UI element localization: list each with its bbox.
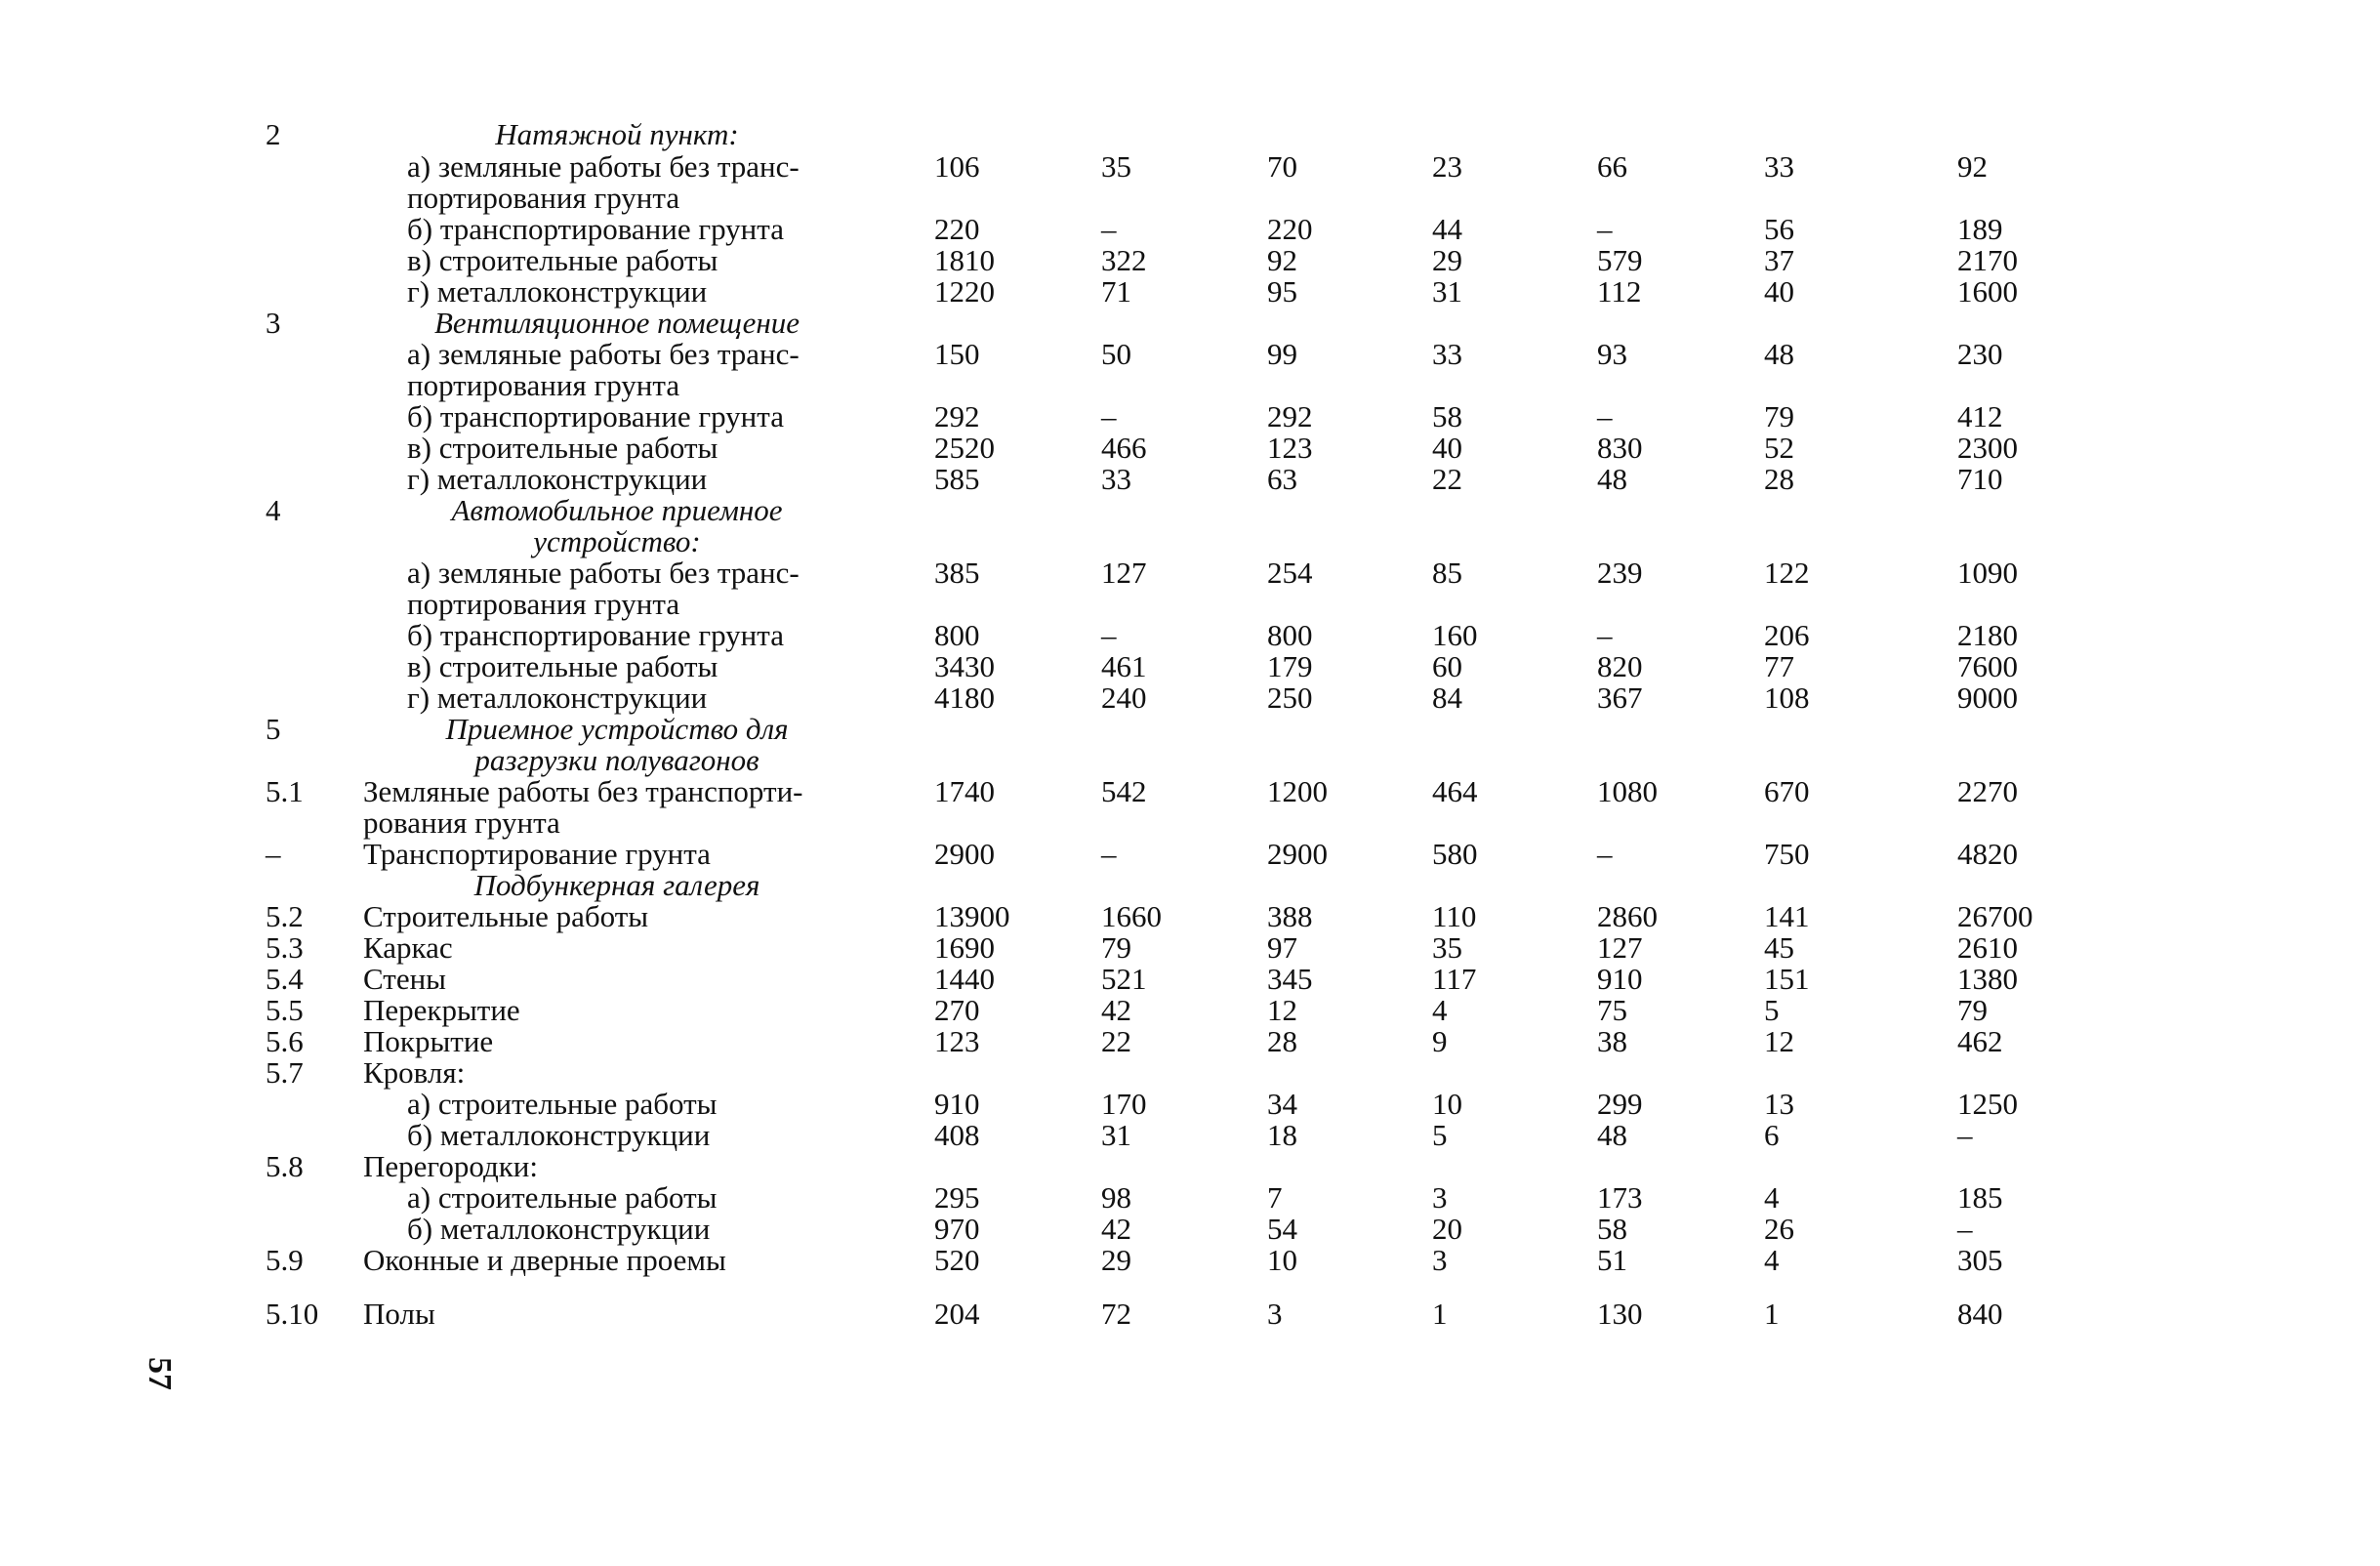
row-label: Кровля:: [363, 1055, 466, 1090]
value-cell-5: –: [1597, 399, 1613, 433]
value-cell-1: 13900: [934, 899, 1010, 933]
value-cell-3: 70: [1267, 149, 1297, 184]
value-cell-2: 33: [1101, 462, 1131, 496]
value-cell-3: 250: [1267, 680, 1313, 715]
value-cell-7: 26700: [1957, 899, 2033, 933]
row-label: портирования грунта: [407, 368, 680, 402]
value-cell-3: 34: [1267, 1087, 1297, 1121]
section-heading: устройство:: [533, 524, 701, 558]
value-cell-6: 122: [1764, 556, 1810, 590]
section-heading: Натяжной пункт:: [495, 117, 739, 151]
value-cell-2: 72: [1101, 1297, 1131, 1331]
row-label: б) транспортирование грунта: [407, 212, 784, 246]
value-cell-5: 48: [1597, 462, 1627, 496]
row-number: 3: [266, 306, 281, 340]
value-cell-7: 9000: [1957, 680, 2018, 715]
value-cell-3: 388: [1267, 899, 1313, 933]
value-cell-7: 2300: [1957, 431, 2018, 465]
value-cell-7: 1090: [1957, 556, 2018, 590]
value-cell-5: 112: [1597, 274, 1642, 309]
value-cell-3: 123: [1267, 431, 1313, 465]
value-cell-2: 461: [1101, 649, 1147, 683]
value-cell-6: 108: [1764, 680, 1810, 715]
value-cell-4: 1: [1432, 1297, 1448, 1331]
value-cell-5: 38: [1597, 1024, 1627, 1058]
value-cell-2: –: [1101, 837, 1117, 871]
value-cell-2: 240: [1101, 680, 1147, 715]
value-cell-3: 800: [1267, 618, 1313, 652]
value-cell-7: 4820: [1957, 837, 2018, 871]
table-row: [0, 1120, 2380, 1151]
value-cell-5: 127: [1597, 930, 1643, 965]
table-row: [0, 433, 2380, 464]
value-cell-1: 204: [934, 1297, 980, 1331]
value-cell-4: 29: [1432, 243, 1462, 277]
table-row: [0, 1245, 2380, 1276]
value-cell-4: 9: [1432, 1024, 1448, 1058]
table-row: [0, 682, 2380, 714]
value-cell-3: 12: [1267, 993, 1297, 1027]
value-cell-5: 579: [1597, 243, 1643, 277]
value-cell-5: 75: [1597, 993, 1627, 1027]
table-row: [0, 1026, 2380, 1057]
value-cell-6: 40: [1764, 274, 1794, 309]
row-label: б) транспортирование грунта: [407, 618, 784, 652]
table-row: [0, 839, 2380, 870]
value-cell-1: 1810: [934, 243, 995, 277]
value-cell-3: 179: [1267, 649, 1313, 683]
row-number: 5.5: [266, 993, 304, 1027]
table-row: [0, 1057, 2380, 1089]
row-number: 5.3: [266, 930, 304, 965]
value-cell-2: 466: [1101, 431, 1147, 465]
value-cell-2: 42: [1101, 993, 1131, 1027]
value-cell-4: 117: [1432, 962, 1477, 996]
value-cell-4: 464: [1432, 774, 1478, 808]
value-cell-1: 270: [934, 993, 980, 1027]
value-cell-6: 151: [1764, 962, 1810, 996]
value-cell-4: 10: [1432, 1087, 1462, 1121]
row-label: Транспортирование грунта: [363, 837, 711, 871]
value-cell-6: 12: [1764, 1024, 1794, 1058]
value-cell-4: 160: [1432, 618, 1478, 652]
table-row: [0, 870, 2380, 901]
value-cell-2: 322: [1101, 243, 1147, 277]
value-cell-4: 110: [1432, 899, 1477, 933]
row-label: г) металлоконструкции: [407, 462, 708, 496]
value-cell-1: 1440: [934, 962, 995, 996]
value-cell-6: 45: [1764, 930, 1794, 965]
table-row: [0, 1214, 2380, 1245]
value-cell-3: 292: [1267, 399, 1313, 433]
value-cell-5: 367: [1597, 680, 1643, 715]
value-cell-2: 50: [1101, 337, 1131, 371]
value-cell-5: 58: [1597, 1212, 1627, 1246]
value-cell-1: 292: [934, 399, 980, 433]
table-row: [0, 526, 2380, 557]
row-number: 5.1: [266, 774, 304, 808]
row-label: а) земляные работы без транс-: [407, 556, 800, 590]
value-cell-6: 37: [1764, 243, 1794, 277]
value-cell-7: 2180: [1957, 618, 2018, 652]
table-row: [0, 995, 2380, 1026]
table-row: [0, 1182, 2380, 1214]
value-cell-4: 85: [1432, 556, 1462, 590]
value-cell-4: 4: [1432, 993, 1448, 1027]
value-cell-5: –: [1597, 212, 1613, 246]
value-cell-7: 7600: [1957, 649, 2018, 683]
value-cell-1: 970: [934, 1212, 980, 1246]
value-cell-1: 1690: [934, 930, 995, 965]
value-cell-7: –: [1957, 1212, 1973, 1246]
row-label: а) земляные работы без транс-: [407, 337, 800, 371]
value-cell-7: 79: [1957, 993, 1988, 1027]
value-cell-4: 60: [1432, 649, 1462, 683]
value-cell-7: 2170: [1957, 243, 2018, 277]
row-number: 5: [266, 712, 281, 746]
value-cell-5: 1080: [1597, 774, 1658, 808]
value-cell-5: 51: [1597, 1243, 1627, 1277]
value-cell-5: 130: [1597, 1297, 1643, 1331]
value-cell-6: 56: [1764, 212, 1794, 246]
row-label: Перекрытие: [363, 993, 520, 1027]
table-row: [0, 214, 2380, 245]
value-cell-3: 97: [1267, 930, 1297, 965]
table-row: [0, 807, 2380, 839]
value-cell-2: 22: [1101, 1024, 1131, 1058]
row-label: портирования грунта: [407, 181, 680, 215]
value-cell-6: 26: [1764, 1212, 1794, 1246]
value-cell-3: 10: [1267, 1243, 1297, 1277]
row-number: 5.10: [266, 1297, 319, 1331]
value-cell-1: 1220: [934, 274, 995, 309]
value-cell-7: 2610: [1957, 930, 2018, 965]
table-row: [0, 776, 2380, 807]
value-cell-5: 93: [1597, 337, 1627, 371]
value-cell-4: 580: [1432, 837, 1478, 871]
value-cell-3: 92: [1267, 243, 1297, 277]
value-cell-1: 4180: [934, 680, 995, 715]
value-cell-4: 23: [1432, 149, 1462, 184]
value-cell-7: 710: [1957, 462, 2003, 496]
value-cell-1: 585: [934, 462, 980, 496]
value-cell-2: 42: [1101, 1212, 1131, 1246]
value-cell-3: 220: [1267, 212, 1313, 246]
value-cell-6: 5: [1764, 993, 1780, 1027]
table-row: [0, 183, 2380, 214]
row-label: в) строительные работы: [407, 243, 718, 277]
value-cell-6: 1: [1764, 1297, 1780, 1331]
row-number: 5.9: [266, 1243, 304, 1277]
value-cell-3: 3: [1267, 1297, 1283, 1331]
value-cell-7: 92: [1957, 149, 1988, 184]
value-cell-2: –: [1101, 618, 1117, 652]
value-cell-4: 35: [1432, 930, 1462, 965]
table-row: [0, 151, 2380, 183]
table-row: [0, 745, 2380, 776]
value-cell-4: 22: [1432, 462, 1462, 496]
value-cell-5: 910: [1597, 962, 1643, 996]
value-cell-1: 3430: [934, 649, 995, 683]
value-cell-6: 77: [1764, 649, 1794, 683]
value-cell-4: 33: [1432, 337, 1462, 371]
value-cell-3: 18: [1267, 1118, 1297, 1152]
value-cell-4: 3: [1432, 1243, 1448, 1277]
value-cell-2: 79: [1101, 930, 1131, 965]
table-row: [0, 339, 2380, 370]
value-cell-1: 800: [934, 618, 980, 652]
value-cell-7: 2270: [1957, 774, 2018, 808]
value-cell-7: 840: [1957, 1297, 2003, 1331]
value-cell-1: 520: [934, 1243, 980, 1277]
value-cell-5: 239: [1597, 556, 1643, 590]
value-cell-2: –: [1101, 399, 1117, 433]
row-number: 2: [266, 117, 281, 151]
table-row: [0, 495, 2380, 526]
table-row: [0, 245, 2380, 276]
value-cell-4: 31: [1432, 274, 1462, 309]
row-label: в) строительные работы: [407, 649, 718, 683]
value-cell-5: 2860: [1597, 899, 1658, 933]
value-cell-7: 412: [1957, 399, 2003, 433]
table-row: [0, 932, 2380, 964]
value-cell-2: –: [1101, 212, 1117, 246]
value-cell-3: 95: [1267, 274, 1297, 309]
row-label: г) металлоконструкции: [407, 274, 708, 309]
value-cell-1: 1740: [934, 774, 995, 808]
table-row: [0, 308, 2380, 339]
value-cell-1: 295: [934, 1180, 980, 1215]
section-heading: Приемное устройство для: [445, 712, 789, 746]
table-row: [0, 276, 2380, 308]
row-label: Полы: [363, 1297, 435, 1331]
value-cell-5: 48: [1597, 1118, 1627, 1152]
value-cell-4: 58: [1432, 399, 1462, 433]
value-cell-7: 1250: [1957, 1087, 2018, 1121]
row-label: Каркас: [363, 930, 453, 965]
value-cell-6: 48: [1764, 337, 1794, 371]
table-row: [0, 370, 2380, 401]
value-cell-6: 4: [1764, 1180, 1780, 1215]
value-cell-2: 71: [1101, 274, 1131, 309]
row-label: в) строительные работы: [407, 431, 718, 465]
row-number: 5.6: [266, 1024, 304, 1058]
value-cell-2: 521: [1101, 962, 1147, 996]
value-cell-1: 385: [934, 556, 980, 590]
row-label: Перегородки:: [363, 1149, 538, 1183]
row-label: портирования грунта: [407, 587, 680, 621]
table-row: [0, 901, 2380, 932]
row-number: 4: [266, 493, 281, 527]
row-label: а) земляные работы без транс-: [407, 149, 800, 184]
row-label: Строительные работы: [363, 899, 649, 933]
row-number: 5.7: [266, 1055, 304, 1090]
table-row: [0, 1151, 2380, 1182]
value-cell-2: 1660: [1101, 899, 1162, 933]
section-heading: Подбункерная галерея: [473, 868, 760, 902]
value-cell-6: 33: [1764, 149, 1794, 184]
value-cell-2: 31: [1101, 1118, 1131, 1152]
table-row: [0, 119, 2380, 150]
value-cell-1: 910: [934, 1087, 980, 1121]
value-cell-6: 206: [1764, 618, 1810, 652]
value-cell-3: 99: [1267, 337, 1297, 371]
value-cell-3: 7: [1267, 1180, 1283, 1215]
value-cell-2: 35: [1101, 149, 1131, 184]
value-cell-4: 40: [1432, 431, 1462, 465]
value-cell-6: 4: [1764, 1243, 1780, 1277]
value-cell-5: –: [1597, 837, 1613, 871]
value-cell-6: 52: [1764, 431, 1794, 465]
value-cell-4: 84: [1432, 680, 1462, 715]
value-cell-2: 29: [1101, 1243, 1131, 1277]
value-cell-3: 54: [1267, 1212, 1297, 1246]
row-label: б) транспортирование грунта: [407, 399, 784, 433]
value-cell-3: 28: [1267, 1024, 1297, 1058]
value-cell-3: 345: [1267, 962, 1313, 996]
value-cell-6: 13: [1764, 1087, 1794, 1121]
value-cell-4: 44: [1432, 212, 1462, 246]
row-label: рования грунта: [363, 805, 560, 840]
row-label: г) металлоконструкции: [407, 680, 708, 715]
value-cell-6: 79: [1764, 399, 1794, 433]
value-cell-4: 20: [1432, 1212, 1462, 1246]
value-cell-6: 28: [1764, 462, 1794, 496]
section-heading: Автомобильное приемное: [451, 493, 783, 527]
value-cell-3: 2900: [1267, 837, 1328, 871]
row-number: 5.8: [266, 1149, 304, 1183]
row-label: Оконные и дверные проемы: [363, 1243, 726, 1277]
value-cell-4: 3: [1432, 1180, 1448, 1215]
table-row: [0, 1089, 2380, 1120]
table-row: [0, 1298, 2380, 1330]
row-label: б) металлоконструкции: [407, 1212, 711, 1246]
value-cell-1: 408: [934, 1118, 980, 1152]
table-row: [0, 401, 2380, 433]
row-label: б) металлоконструкции: [407, 1118, 711, 1152]
row-label: а) строительные работы: [407, 1180, 718, 1215]
value-cell-7: 185: [1957, 1180, 2003, 1215]
value-cell-4: 5: [1432, 1118, 1448, 1152]
section-heading: разгрузки полувагонов: [474, 743, 759, 777]
row-number: 5.2: [266, 899, 304, 933]
value-cell-7: 305: [1957, 1243, 2003, 1277]
value-cell-1: 2520: [934, 431, 995, 465]
row-number: –: [266, 837, 281, 871]
value-cell-6: 750: [1764, 837, 1810, 871]
value-cell-5: 820: [1597, 649, 1643, 683]
value-cell-5: 299: [1597, 1087, 1643, 1121]
value-cell-3: 254: [1267, 556, 1313, 590]
value-cell-2: 98: [1101, 1180, 1131, 1215]
value-cell-6: 670: [1764, 774, 1810, 808]
value-cell-2: 542: [1101, 774, 1147, 808]
table-row: [0, 714, 2380, 745]
value-cell-2: 170: [1101, 1087, 1147, 1121]
value-cell-7: –: [1957, 1118, 1973, 1152]
value-cell-6: 141: [1764, 899, 1810, 933]
row-number: 5.4: [266, 962, 304, 996]
value-cell-5: 830: [1597, 431, 1643, 465]
table-row: [0, 464, 2380, 495]
table-row: [0, 651, 2380, 682]
value-cell-3: 63: [1267, 462, 1297, 496]
value-cell-1: 2900: [934, 837, 995, 871]
value-cell-5: 66: [1597, 149, 1627, 184]
page-number: 57: [142, 1357, 178, 1390]
value-cell-5: –: [1597, 618, 1613, 652]
row-label: Стены: [363, 962, 446, 996]
value-cell-3: 1200: [1267, 774, 1328, 808]
row-label: Земляные работы без транспорти-: [363, 774, 803, 808]
value-cell-1: 106: [934, 149, 980, 184]
value-cell-1: 220: [934, 212, 980, 246]
section-heading: Вентиляционное помещение: [433, 306, 800, 340]
value-cell-6: 6: [1764, 1118, 1780, 1152]
table-row: [0, 620, 2380, 651]
table-row: [0, 589, 2380, 620]
table-row: [0, 964, 2380, 995]
value-cell-7: 230: [1957, 337, 2003, 371]
row-label: Покрытие: [363, 1024, 494, 1058]
value-cell-7: 1380: [1957, 962, 2018, 996]
value-cell-1: 150: [934, 337, 980, 371]
row-label: а) строительные работы: [407, 1087, 718, 1121]
value-cell-5: 173: [1597, 1180, 1643, 1215]
value-cell-7: 1600: [1957, 274, 2018, 309]
value-cell-1: 123: [934, 1024, 980, 1058]
value-cell-2: 127: [1101, 556, 1147, 590]
value-cell-7: 462: [1957, 1024, 2003, 1058]
value-cell-7: 189: [1957, 212, 2003, 246]
table-row: [0, 557, 2380, 589]
